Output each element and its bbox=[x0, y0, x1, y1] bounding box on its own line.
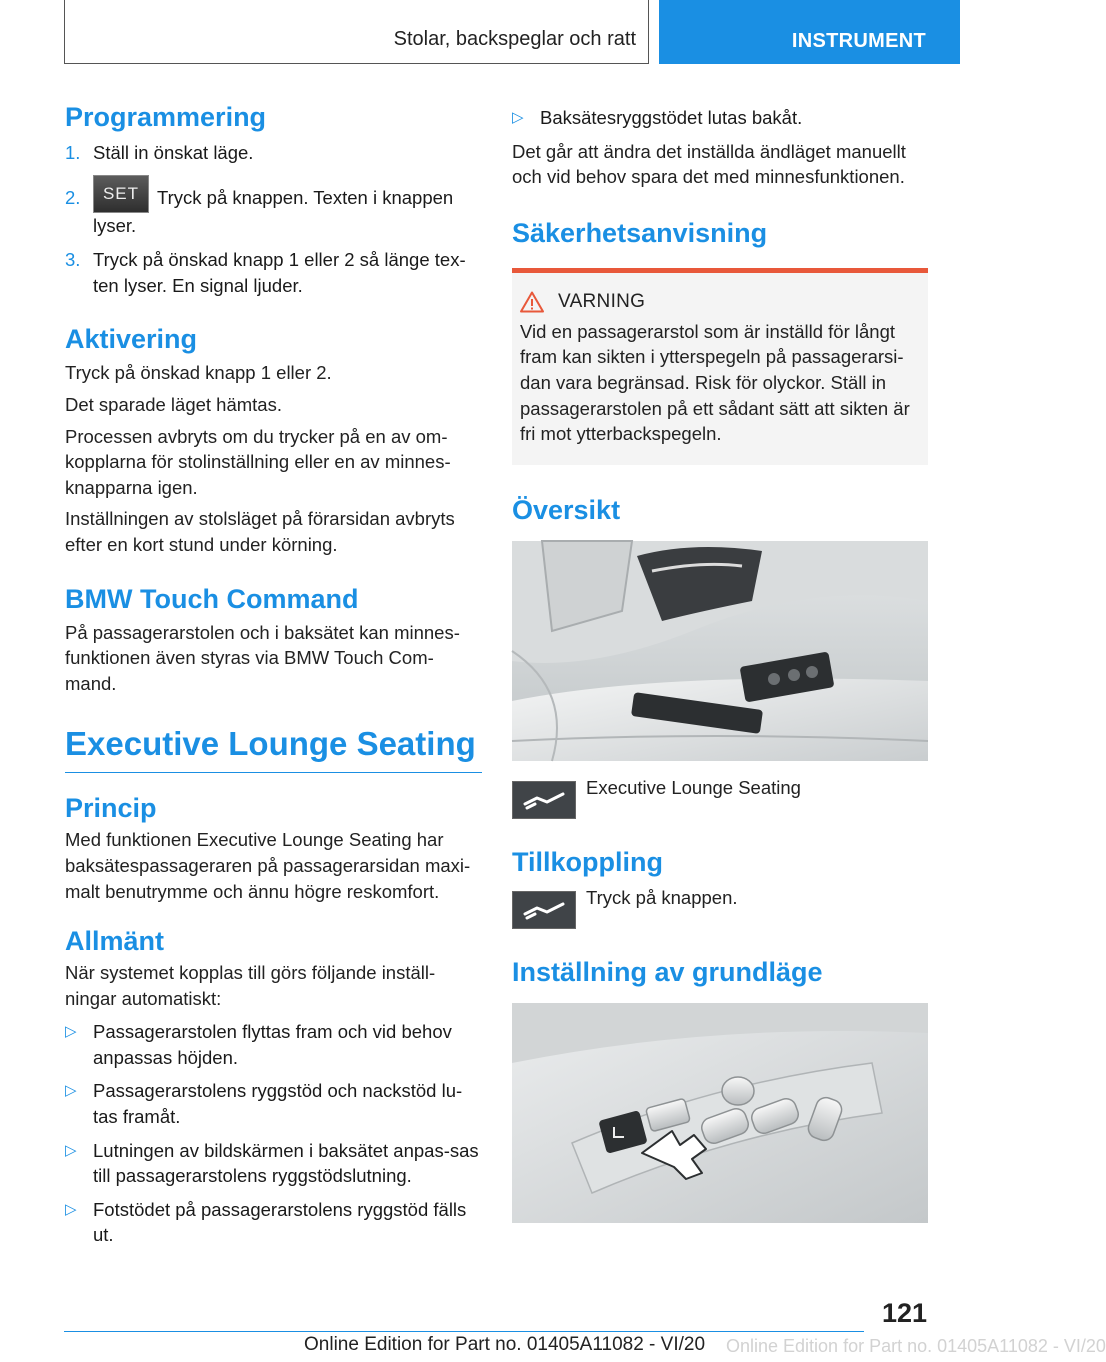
icon-caption: Executive Lounge Seating bbox=[586, 776, 801, 798]
right-column bbox=[512, 100, 928, 1223]
heading-oversikt: Översikt bbox=[512, 494, 621, 525]
warning-title: VARNING bbox=[558, 290, 646, 312]
section-title: Stolar, backspeglar och ratt bbox=[393, 28, 636, 50]
chapter-tab[interactable] bbox=[659, 0, 960, 64]
paragraph: Det sparade läget hämtas. bbox=[65, 393, 282, 415]
step-1: 1. Ställ in önskat läge. bbox=[65, 142, 254, 163]
paragraph: Tryck på önskad knapp 1 eller 2. bbox=[65, 362, 332, 384]
seat-controls-image bbox=[512, 1003, 928, 1223]
set-button-icon: SET bbox=[93, 175, 149, 213]
icon-caption-row bbox=[512, 886, 928, 929]
warning-box bbox=[512, 268, 928, 465]
paragraph: På passagerarstolen och i baksätet kan minnes‐funktionen även styras via BMW Touch Com‐mand. bbox=[65, 621, 460, 694]
paragraph: Med funktionen Executive Lounge Seating har baksätespassageraren på passagerarsidan maxi‐malt benutrymme och ännu högre reskomfort. bbox=[65, 829, 471, 902]
paragraph: Processen avbryts om du trycker på en av om‐kopplarna för stolinställning eller en av minnes‐knapparna igen. bbox=[65, 425, 451, 498]
warning-header bbox=[520, 291, 920, 313]
bullet-item: ▷ Passagerarstolens ryggstöd och nackstöd lu‐tas framåt. bbox=[65, 1080, 463, 1128]
bullet-item: ▷ Passagerarstolen flyttas fram och vid behov anpassas höjden. bbox=[65, 1021, 452, 1068]
bullet-item: ▷ Baksätesryggstödet lutas bakåt. bbox=[512, 105, 928, 131]
bullet-item: ▷ Fotstödet på passagerarstolens ryggstöd fälls ut. bbox=[65, 1198, 467, 1246]
tillkoppling-text: Tryck på knappen. bbox=[586, 886, 738, 908]
step-2: 2. SET Tryck på knappen. Texten i knappen lyser. bbox=[65, 185, 481, 239]
footer-watermark: Online Edition for Part no. 01405A11082 - VI/20 bbox=[726, 1336, 1106, 1356]
footer-edition: Online Edition for Part no. 01405A11082 - VI/20 bbox=[304, 1334, 706, 1355]
heading-programmering: Programmering bbox=[65, 102, 267, 132]
executive-lounge-seating-button-icon bbox=[512, 891, 576, 929]
door-panel-image bbox=[512, 541, 928, 761]
left-column bbox=[65, 100, 481, 1248]
door-panel-illustration bbox=[512, 541, 928, 761]
triangle-bullet-icon: ▷ bbox=[65, 1023, 77, 1041]
chapter-tab-label: INSTRUMENT bbox=[791, 30, 926, 52]
heading-executive-lounge: Executive Lounge Seating bbox=[65, 724, 482, 773]
triangle-bullet-icon: ▷ bbox=[512, 109, 524, 126]
triangle-bullet-icon: ▷ bbox=[65, 1082, 77, 1100]
heading-sakerhet: Säkerhetsanvisning bbox=[512, 217, 768, 248]
step-3: 3. Tryck på önskad knapp 1 eller 2 så länge tex‐ten lyser. En signal ljuder. bbox=[65, 249, 466, 296]
paragraph: Det går att ändra det inställda ändläget manuellt och vid behov spara det med minnesfunktionen. bbox=[512, 140, 906, 188]
heading-touch-command: BMW Touch Command bbox=[65, 583, 359, 614]
heading-aktivering: Aktivering bbox=[65, 324, 198, 355]
icon-caption-row bbox=[512, 776, 928, 819]
heading-grundlage: Inställning av grundläge bbox=[512, 956, 823, 987]
paragraph: När systemet kopplas till görs följande inställ‐ningar automatiskt: bbox=[65, 962, 436, 1009]
warning-text: Vid en passagerarstol som är inställd för långt fram kan sikten i ytterspegeln på passagerarsi‐dan vara begränsad. Risk för olyckor. Ställ in passagerarstolen på ett sådant sätt att sikten är fri mot ytterbackspegeln. bbox=[520, 320, 910, 445]
seat-controls-illustration bbox=[512, 1003, 928, 1223]
heading-allmant: Allmänt bbox=[65, 926, 165, 957]
executive-lounge-seating-icon bbox=[512, 781, 576, 819]
warning-triangle-icon bbox=[520, 291, 544, 313]
triangle-bullet-icon: ▷ bbox=[65, 1200, 77, 1218]
triangle-bullet-icon: ▷ bbox=[65, 1141, 77, 1159]
footer-divider bbox=[64, 1331, 864, 1332]
bullet-item: ▷ Lutningen av bildskärmen i baksätet anpas‐sas till passagerarstolens ryggstödslutning. bbox=[65, 1139, 479, 1187]
paragraph: Inställningen av stolsläget på förarsidan avbryts efter en kort stund under körning. bbox=[65, 508, 455, 555]
page-number: 121 bbox=[881, 1298, 927, 1328]
heading-tillkoppling: Tillkoppling bbox=[512, 846, 663, 877]
heading-princip: Princip bbox=[65, 793, 157, 824]
header-section-box bbox=[64, 0, 649, 64]
